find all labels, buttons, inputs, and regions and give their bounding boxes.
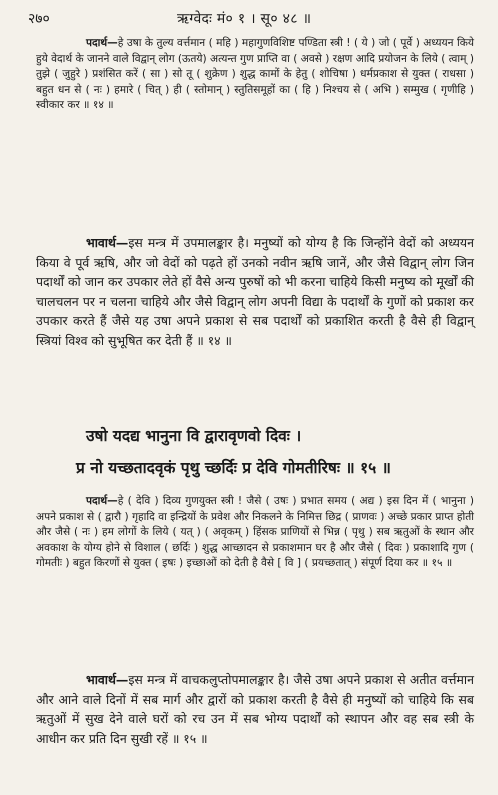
verse-reference: ऋग्वेदः मं० १ । सू० ४८ ॥ [177,11,312,27]
bhavartha-paragraph-14 [36,233,474,350]
padartha-paragraph-15 [36,494,474,572]
padartha-label: पदार्थ— [86,495,118,507]
bhavartha-paragraph-15 [36,670,474,748]
padartha-label: पदार्थ— [86,37,118,49]
mantra-line-1: उषो यदद्य भानुना वि द्वारावृणवो दिवः । [86,427,302,445]
bhavartha-text: इस मन्त्र में वाचकलुप्तोपमालङ्कार है। जैसे उषा अपने प्रकाश से अतीत वर्त्तमान और आने वाले दिनों में सब मार्ग और द्वारों को प्रकाश करती है वैसे ही मनुष्यों को चाहिये कि सब ऋतुओं में सुख देने वाले घरों को रच उन में सब भोग्य पदार्थों को स्थापन और वह सब स्त्री के आधीन कर प्रति दिन सुखी रहें ॥ १५ ॥ [36,672,474,746]
bhavartha-label: भावार्थ— [86,672,129,687]
padartha-paragraph-14 [36,36,474,114]
mantra-line-2: प्र नो यच्छतादवृकं पृथु च्छर्दिः प्र देवि गोमतीरिषः ॥ १५ ॥ [76,459,391,477]
page-number: २७० [28,11,50,27]
running-header [22,8,482,30]
bhavartha-text: इस मन्त्र में उपमालङ्कार है। मनुष्यों को योग्य है कि जिन्होंने वेदों को अध्ययन किया वे पूर्व ऋषि, और जो वेदों को पढ़ते हों उनको नवीन ऋषि जानें, और जैसे विद्वान् लोग जिन पदार्थों को जान कर उपकार लेते हों वैसे अन्य पुरुषों को भी करना चाहिये किसी मनुष्य को मूर्खों की चालचलन पर न चलना चाहिये और जैसे विद्वान् लोग अपनी विद्या के पदार्थों के गुणों को प्रकाश कर उपकार करते हैं जैसे यह उषा अपने प्रकाश से सब पदार्थों को प्रकाशित करती है वैसे ही विद्वान् स्त्रियां विश्व को सुभूषित कर देती हैं ॥ १४ ॥ [36,235,474,348]
bhavartha-label: भावार्थ— [86,235,129,250]
padartha-text: हे उषा के तुल्य वर्त्तमान ( महि ) महागुणविशिष्ट पण्डिता स्त्री ! ( ये ) जो ( पूर्वे ) अध्ययन किये हुये वेदार्थ के जानने वाले विद्वान् लोग (ऊतये) अत्यन्त गुण प्राप्ति वा ( अवसे ) रक्षण आदि प्रयोजन के लिये ( त्वाम् ) तुझे ( जुहुरे ) प्रशंसित करें ( सा ) सो तू ( शुक्रेण ) शुद्ध कामों के हेतु ( शोचिषा ) धर्मप्रकाश से युक्त ( राधसा ) बहुत धन से ( नः ) हमारे ( चित् ) ही ( स्तोमान् ) स्तुतिसमूहों का ( हि ) निश्चय से ( अभि ) सम्मुख ( गृणीहि ) स्वीकार कर ॥ १४ ॥ [36,37,474,111]
padartha-text: हे ( देवि ) दिव्य गुणयुक्त स्त्री ! जैसे ( उषः ) प्रभात समय ( अद्य ) इस दिन में ( भानुना ) अपने प्रकाश से ( द्वारौ ) गृहादि वा इन्द्रियों के प्रवेश और निकलने के निमित्त छिद्र ( प्राणवः ) अच्छे प्रकार प्राप्त होती और जैसे ( नः ) हम लोगों के लिये ( यत् ) ( अवृकम् ) हिंसक प्राणियों से भिन्न ( पृथु ) सब ऋतुओं के स्थान और अवकाश के योग्य होने से विशाल ( छर्दिः ) शुद्ध आच्छादन से प्रकाशमान घर है और जैसे ( दिवः ) प्रकाशादि गुण ( गोमतीः ) बहुत किरणों से युक्त ( इषः ) इच्छाओं को देती है वैसे [ वि ] ( प्रयच्छतात् ) संपूर्ण दिया कर ॥ १५ ॥ [36,495,474,569]
